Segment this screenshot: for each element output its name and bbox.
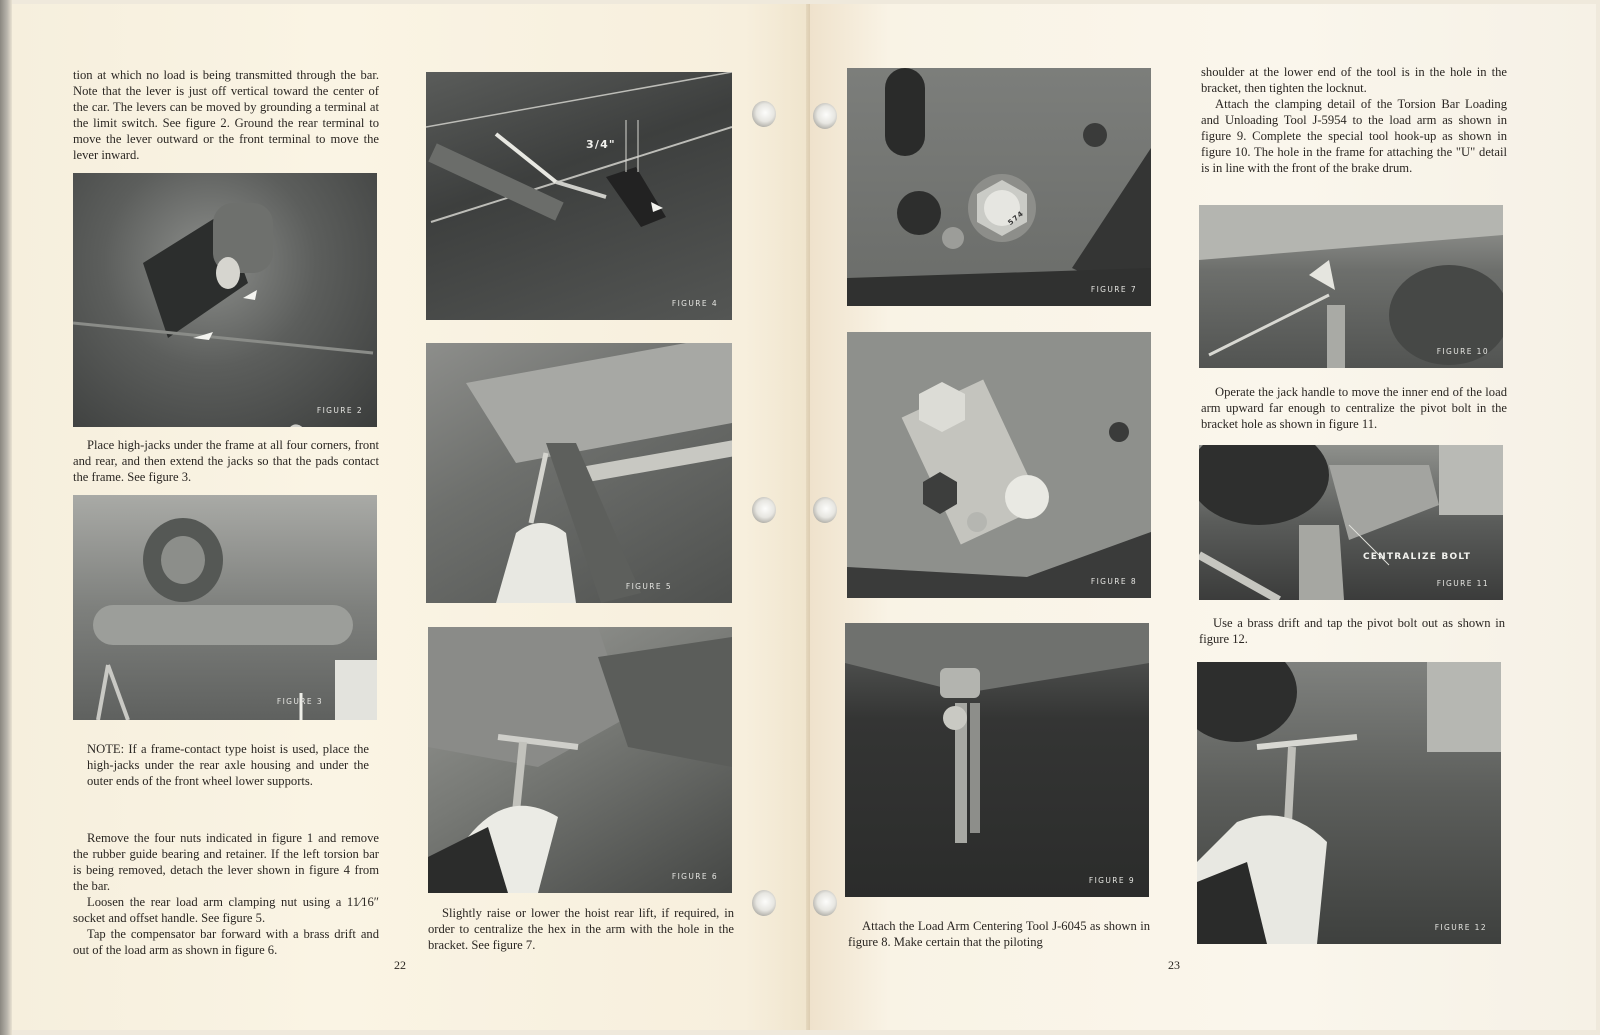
brass-drift-text: Use a brass drift and tap the pivot bolt out as shown in figure 12.: [1199, 616, 1505, 646]
shoulder-clamping-paragraphs: [1201, 64, 1507, 176]
place-jacks-paragraph: [73, 437, 379, 485]
figure-7-caption: FIGURE 7: [1090, 285, 1137, 294]
figure-11: [1199, 445, 1503, 600]
figure-6-photo: [428, 627, 732, 893]
figure-12: [1197, 662, 1501, 944]
figure-12-caption: FIGURE 12: [1434, 923, 1487, 932]
hoist-lift-paragraph: [428, 905, 734, 953]
figure-7-photo: [847, 68, 1151, 306]
figure-9-photo: [845, 623, 1149, 897]
jack-handle-text: Operate the jack handle to move the inner end of the load arm upward far enough to centralize the pivot bolt in the bracket hole as shown in figure 11.: [1201, 385, 1507, 431]
figure-4-photo: [426, 72, 732, 320]
binder-spine: [0, 0, 12, 1035]
figure-7-stamp: 574: [1006, 209, 1026, 227]
figure-2: [73, 173, 377, 427]
figure-10-photo: [1199, 205, 1503, 368]
figure-8-caption: FIGURE 8: [1090, 577, 1137, 586]
figure-7: [847, 68, 1151, 306]
page-number-left: 22: [394, 958, 406, 972]
figure-2-photo: [73, 173, 377, 427]
figure-3-caption: FIGURE 3: [276, 697, 323, 706]
remove-nuts-text: Remove the four nuts indicated in figure 1 and remove the rubber guide bearing and retainer. If the left torsion bar is being removed, detach the lever shown in figure 4 from the bar.: [73, 831, 379, 893]
tap-bar-text: Tap the compensator bar forward with a brass drift and out of the load arm as shown in figure 6.: [73, 927, 379, 957]
binder-hole: [752, 497, 776, 523]
brass-drift-paragraph: [1199, 615, 1505, 647]
figure-4-caption: FIGURE 4: [671, 299, 718, 308]
figure-11-callout: CENTRALIZE BOLT: [1363, 552, 1472, 562]
figure-10-caption: FIGURE 10: [1436, 347, 1489, 356]
page-number-right: 23: [1168, 958, 1180, 972]
binder-hole: [813, 497, 837, 523]
centering-tool-paragraph: [848, 918, 1150, 950]
figure-11-photo: [1199, 445, 1503, 600]
figure-5: [426, 343, 732, 603]
clamping-text: Attach the clamping detail of the Torsion Bar Loading and Unloading Tool J-5954 to the load arm as shown in figure 9. Complete the special tool hook-up as shown in figure 10. The hole in the frame for attaching the "U" detail is in line with the front of the brake drum.: [1201, 97, 1507, 175]
figure-8-photo: [847, 332, 1151, 598]
figure-5-photo: [426, 343, 732, 603]
note-paragraph: [87, 741, 369, 789]
binder-hole: [752, 101, 776, 127]
binder-hole: [752, 890, 776, 916]
figure-5-caption: FIGURE 5: [625, 582, 672, 591]
figure-9-caption: FIGURE 9: [1088, 876, 1135, 885]
figure-2-caption: FIGURE 2: [316, 406, 363, 415]
figure-11-caption: FIGURE 11: [1436, 579, 1489, 588]
figure-4-measurement: 3/4": [586, 138, 616, 151]
intro-text: tion at which no load is being transmitted through the bar. Note that the lever is just off vertical toward the center of the car. The levers can be moved by grounding a terminal at the limit switch. See figure 2. Ground the rear terminal to move the lever outward or the front terminal to move the lever inward.: [73, 68, 379, 162]
loosen-nut-text: Loosen the rear load arm clamping nut using a 11⁄16″ socket and offset handle. See figure 5.: [73, 895, 379, 925]
figure-6-caption: FIGURE 6: [671, 872, 718, 881]
figure-8: [847, 332, 1151, 598]
place-jacks-text: Place high-jacks under the frame at all four corners, front and rear, and then extend the jacks so that the pads contact the frame. See figure 3.: [73, 438, 379, 484]
figure-6: [428, 627, 732, 893]
figure-3-photo: [73, 495, 377, 720]
jack-handle-paragraph: [1201, 384, 1507, 432]
figure-4: [426, 72, 732, 320]
figure-12-photo: [1197, 662, 1501, 944]
shoulder-text: shoulder at the lower end of the tool is in the hole in the bracket, then tighten the locknut.: [1201, 65, 1507, 95]
centering-tool-text: Attach the Load Arm Centering Tool J-6045 as shown in figure 8. Make certain that the piloting: [848, 919, 1150, 949]
removal-paragraphs: [73, 830, 379, 958]
figure-3: [73, 495, 377, 720]
intro-paragraph: [73, 67, 379, 163]
binder-hole: [813, 890, 837, 916]
figure-9: [845, 623, 1149, 897]
figure-10: [1199, 205, 1503, 368]
note-text: NOTE: If a frame-contact type hoist is used, place the high-jacks under the rear axle housing and under the outer ends of the front wheel lower supports.: [87, 742, 369, 788]
hoist-lift-text: Slightly raise or lower the hoist rear lift, if required, in order to centralize the hex in the arm with the hole in the bracket. See figure 7.: [428, 906, 734, 952]
binder-hole: [813, 103, 837, 129]
